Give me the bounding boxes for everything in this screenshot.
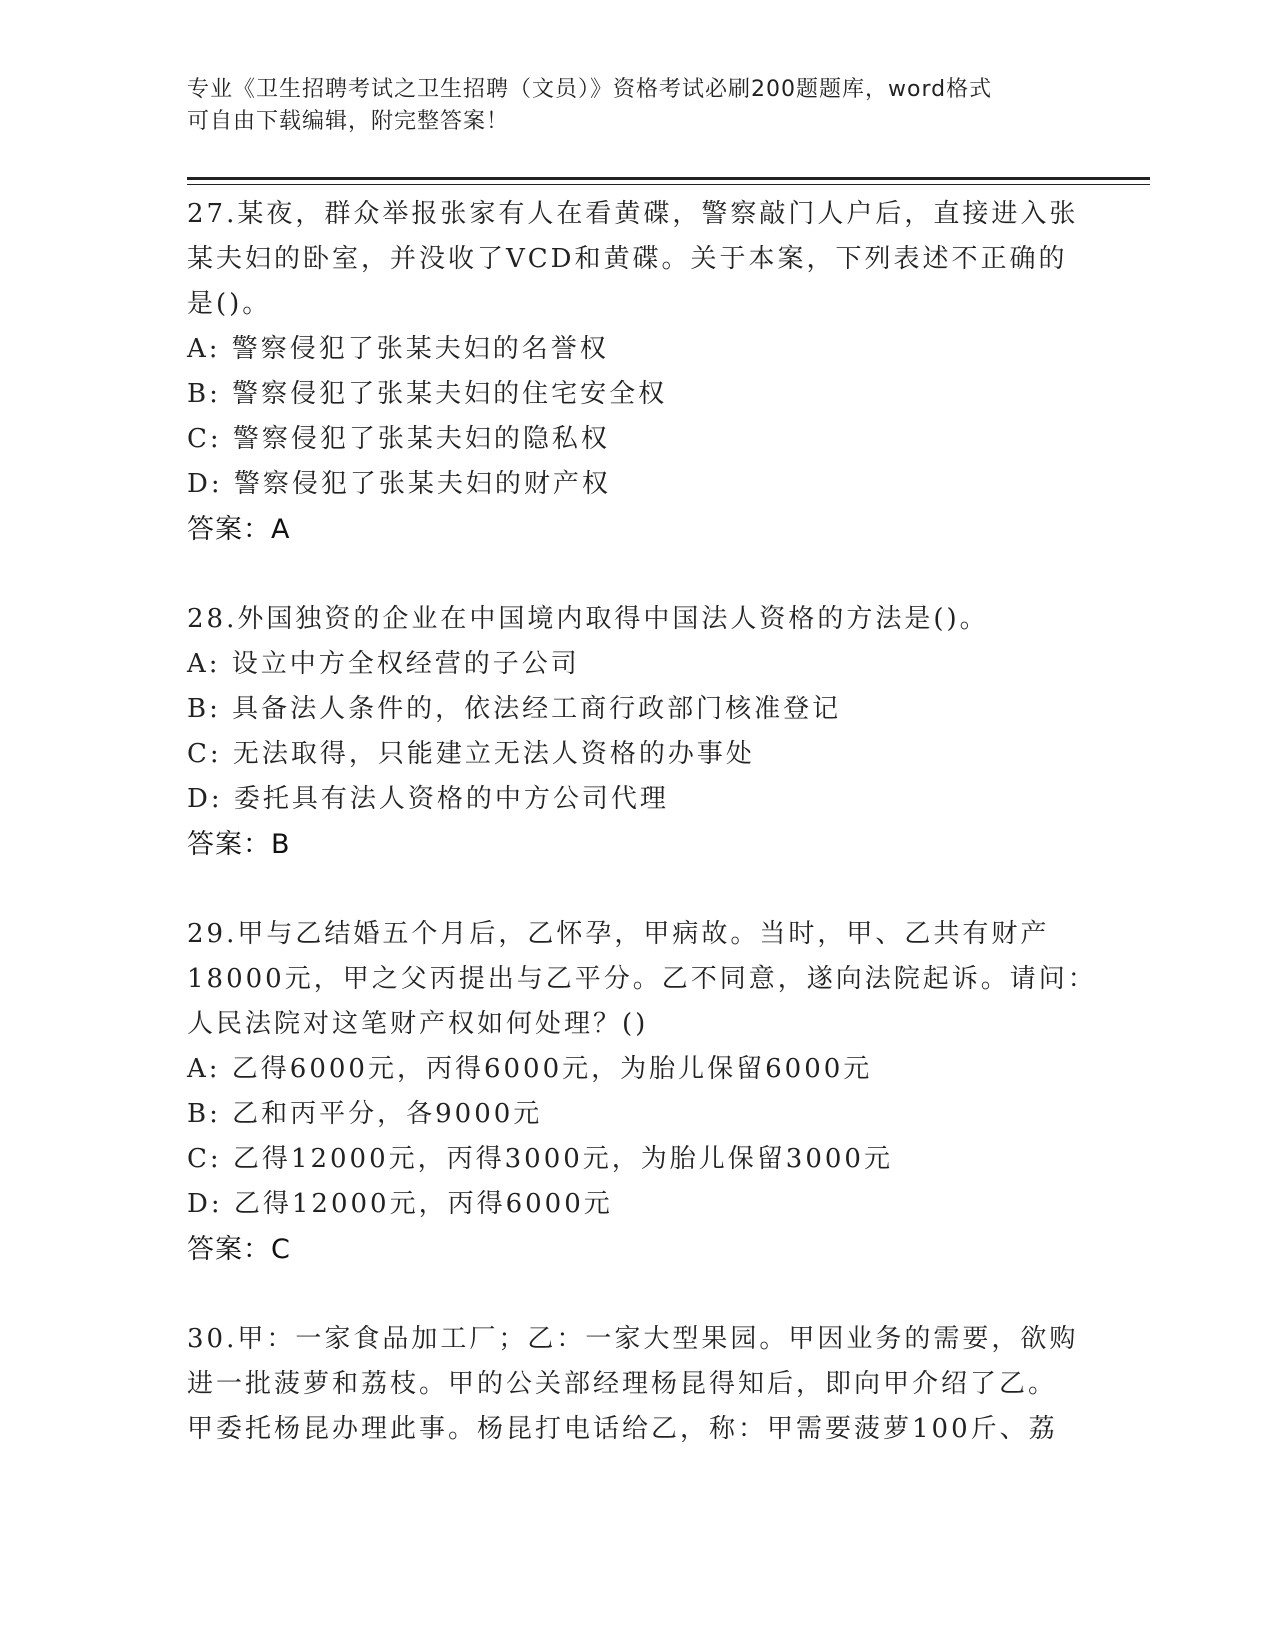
question-text-line: 28.外国独资的企业在中国境内取得中国法人资格的方法是()。 — [187, 604, 989, 634]
option-c: C: 乙得12000元，丙得3000元，为胎儿保留3000元 — [187, 1144, 893, 1174]
option-a: A: 设立中方全权经营的子公司 — [187, 649, 580, 679]
document-header — [187, 74, 1067, 138]
header-line-2: 可自由下载编辑，附完整答案！ — [187, 109, 510, 134]
question-text-line: 进一批菠萝和荔枝。甲的公关部经理杨昆得知后，即向甲介绍了乙。 — [187, 1369, 1058, 1399]
option-c: C: 警察侵犯了张某夫妇的隐私权 — [187, 424, 610, 454]
spacer — [187, 1273, 1087, 1317]
option-c: C: 无法取得，只能建立无法人资格的办事处 — [187, 739, 755, 769]
option-d: D: 警察侵犯了张某夫妇的财产权 — [187, 469, 611, 499]
question-text-line: 是()。 — [187, 289, 272, 319]
question-27 — [187, 192, 1087, 553]
question-text-line: 甲委托杨昆办理此事。杨昆打电话给乙，称：甲需要菠萝100斤、荔 — [187, 1414, 1058, 1444]
question-text-line: 18000元，甲之父丙提出与乙平分。乙不同意，遂向法院起诉。请问： — [187, 964, 1097, 994]
option-b: B: 乙和丙平分，各9000元 — [187, 1099, 543, 1129]
option-b: B: 具备法人条件的，依法经工商行政部门核准登记 — [187, 694, 842, 724]
answer-label: 答案：A — [187, 514, 291, 545]
answer-label: 答案：B — [187, 829, 291, 860]
option-d: D: 委托具有法人资格的中方公司代理 — [187, 784, 669, 814]
header-rule-thin — [187, 184, 1150, 185]
option-a: A: 乙得6000元，丙得6000元，为胎儿保留6000元 — [187, 1054, 873, 1084]
question-29 — [187, 912, 1097, 1273]
answer-label: 答案：C — [187, 1234, 291, 1265]
question-text-line: 29.甲与乙结婚五个月后，乙怀孕，甲病故。当时，甲、乙共有财产 — [187, 919, 1050, 949]
option-a: A: 警察侵犯了张某夫妇的名誉权 — [187, 334, 609, 364]
question-28 — [187, 597, 1087, 868]
header-line-1: 专业《卫生招聘考试之卫生招聘（文员）》资格考试必刷200题题库，word格式 — [187, 77, 993, 102]
question-text-line: 某夫妇的卧室，并没收了VCD和黄碟。关于本案，下列表述不正确的 — [187, 244, 1068, 274]
spacer — [187, 868, 1087, 912]
question-30 — [187, 1317, 1087, 1452]
question-list — [187, 192, 1097, 1452]
option-d: D: 乙得12000元，丙得6000元 — [187, 1189, 613, 1219]
question-text-line: 30.甲：一家食品加工厂；乙：一家大型果园。甲因业务的需要，欲购 — [187, 1324, 1079, 1354]
question-text-line: 人民法院对这笔财产权如何处理？() — [187, 1009, 649, 1039]
header-rule-thick — [187, 177, 1150, 180]
option-b: B: 警察侵犯了张某夫妇的住宅安全权 — [187, 379, 668, 409]
question-text-line: 27.某夜，群众举报张家有人在看黄碟，警察敲门人户后，直接进入张 — [187, 199, 1079, 229]
spacer — [187, 553, 1087, 597]
